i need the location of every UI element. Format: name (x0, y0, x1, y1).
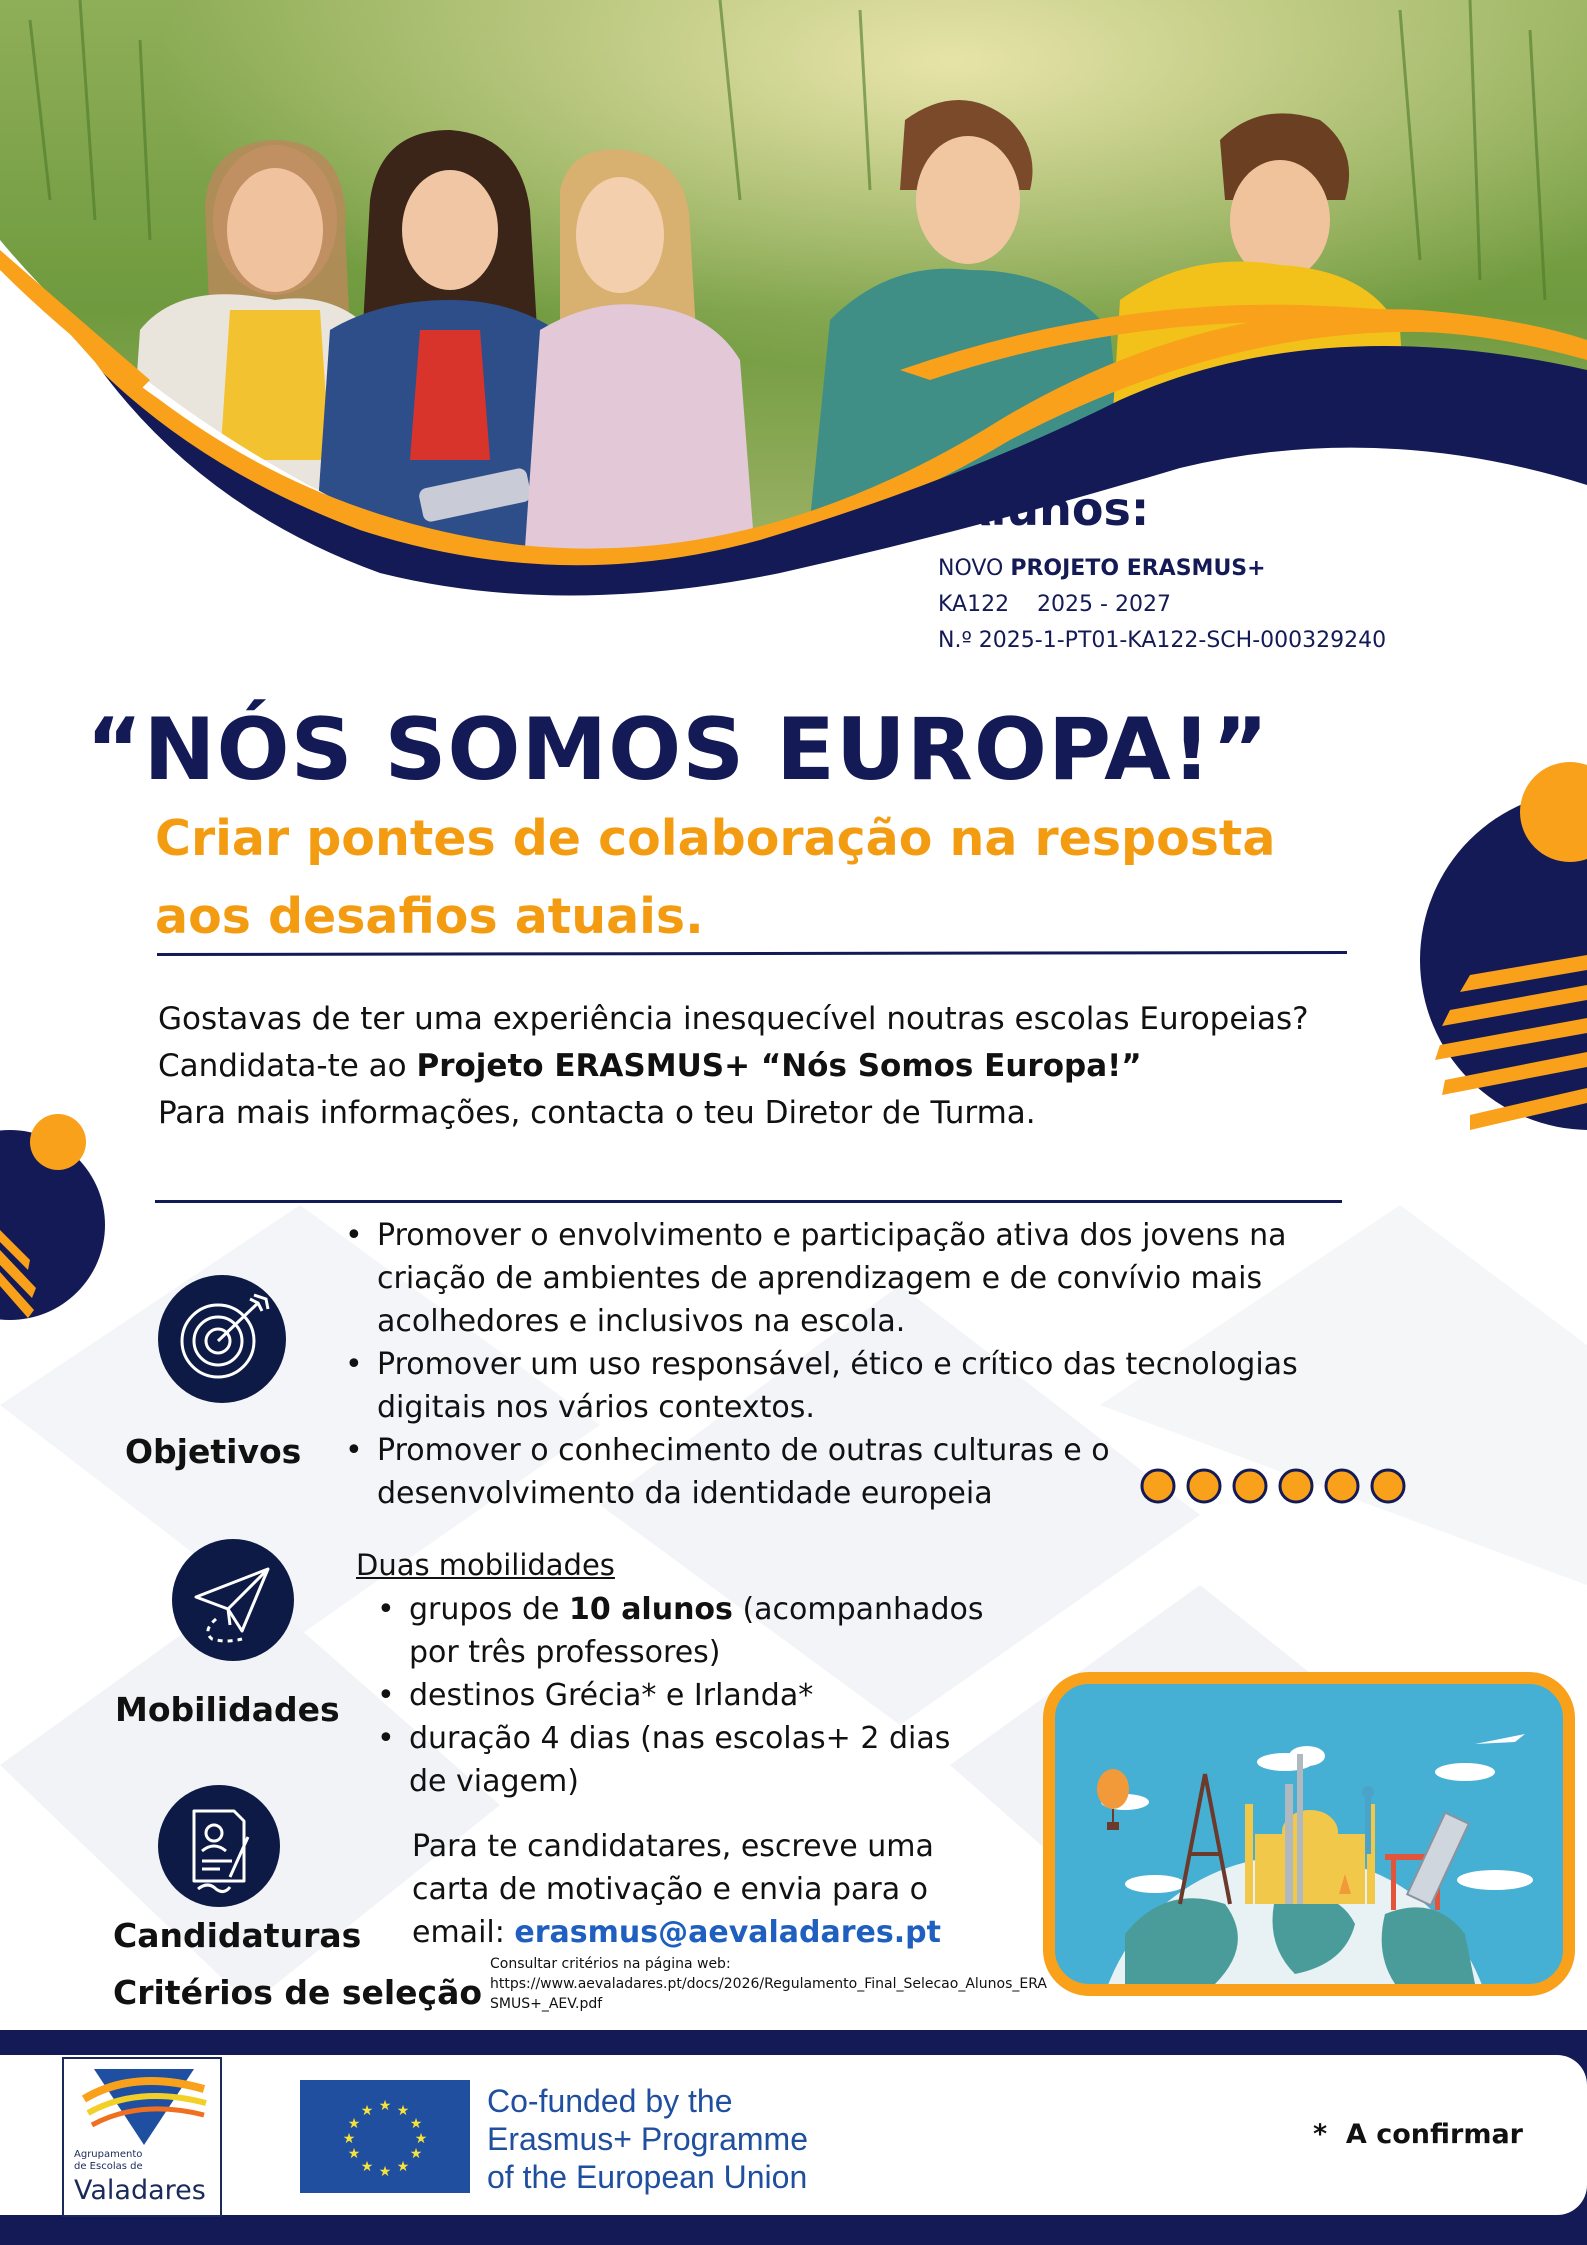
subtitle-line-1: Criar pontes de colaboração na resposta (155, 810, 1276, 867)
mobility-item (377, 1588, 997, 1674)
svg-text:★: ★ (347, 2116, 361, 2132)
school-logo-line-2: de Escolas de (74, 2161, 143, 2172)
project-number: N.º 2025-1-PT01-KA122-SCH-000329240 (938, 628, 1387, 653)
objective-item: • Promover um uso responsável, ético e crítico das tecnologias digitais nos vários contextos. (345, 1343, 1350, 1429)
eu-funding-text (487, 2082, 808, 2196)
travel-illustration-frame (1043, 1672, 1575, 1996)
mobility-item-1-prefix: grupos de (409, 1592, 569, 1627)
svg-text:★: ★ (378, 2164, 392, 2180)
mobilities-icon-circle (172, 1539, 294, 1661)
svg-text:★: ★ (396, 2159, 410, 2175)
audience-heading: Alunos: (955, 482, 1150, 536)
divider-top (157, 951, 1347, 956)
action-line: KA122 2025 - 2027 (938, 592, 1171, 617)
criteria-note-text: Consultar critérios na página web: (490, 1956, 731, 1972)
svg-text:★: ★ (378, 2098, 392, 2114)
eu-flag (300, 2080, 470, 2193)
paper-plane-icon (172, 1539, 294, 1661)
intro-line-2-prefix: Candidata-te ao (158, 1048, 417, 1084)
objective-item: • Promover o conhecimento de outras culturas e o desenvolvimento da identidade europeia (345, 1429, 1197, 1515)
svg-text:★: ★ (360, 2103, 374, 2119)
svg-text:★: ★ (347, 2146, 361, 2162)
email-prefix: email: (412, 1915, 515, 1950)
project-line (938, 556, 1266, 581)
mobilities-heading: Duas mobilidades (356, 1548, 615, 1582)
mobility-item: • duração 4 dias (nas escolas+ 2 dias de viagem) (377, 1717, 997, 1803)
eu-line-3: of the European Union (487, 2159, 808, 2195)
hero-photo (0, 0, 1587, 620)
intro-project-name: Projeto ERASMUS+ “Nós Somos Europa!” (416, 1048, 1142, 1084)
school-logo-name: Valadares (74, 2175, 206, 2206)
objective-item: • Promover o envolvimento e participação ativa dos jovens na criação de ambientes de aprendizagem e de convívio mais acolhedores e inclusivos na escola. (345, 1214, 1350, 1343)
intro-line-3: Para mais informações, contacta o teu Diretor de Turma. (158, 1095, 1036, 1131)
orange-dots-decoration (1138, 1462, 1413, 1510)
applications-email-line (412, 1911, 1012, 1954)
main-title: “NÓS SOMOS EUROPA!” (86, 700, 1270, 800)
mobilities-list (377, 1588, 997, 1803)
intro-block (158, 996, 1316, 1137)
school-logo (62, 2057, 222, 2217)
eu-line-2: Erasmus+ Programme (487, 2121, 808, 2157)
objectives-label: Objetivos (125, 1432, 302, 1471)
svg-text:★: ★ (360, 2159, 374, 2175)
subtitle-line-2: aos desafios atuais. (155, 888, 704, 945)
world-landmarks-illustration (1055, 1684, 1563, 1984)
mobilities-label: Mobilidades (115, 1690, 340, 1729)
confirmation-note: * A confirmar (1313, 2119, 1523, 2150)
applications-icon-circle (158, 1785, 280, 1907)
svg-text:★: ★ (409, 2146, 423, 2162)
intro-line-1: Gostavas de ter uma experiência inesquecível noutras escolas Europeias? (158, 1001, 1309, 1037)
svg-text:★: ★ (342, 2131, 356, 2147)
intro-line-2 (158, 1043, 1316, 1090)
mobility-group-size: 10 alunos (569, 1592, 733, 1627)
document-signature-icon (158, 1785, 280, 1907)
school-logo-icon (64, 2059, 220, 2149)
criteria-note (490, 1954, 1050, 2014)
svg-text:★: ★ (409, 2116, 423, 2132)
applications-instructions: Para te candidatares, escreve uma carta de motivação e envia para o (412, 1829, 934, 1907)
eu-flag-icon (300, 2080, 470, 2193)
svg-text:★: ★ (414, 2131, 428, 2147)
divider-bottom (155, 1200, 1342, 1203)
objectives-icon-circle (158, 1275, 286, 1403)
mobility-item: • destinos Grécia* e Irlanda* (377, 1674, 997, 1717)
applications-label: Candidaturas (113, 1916, 362, 1955)
applications-text (412, 1825, 1012, 1954)
project-prefix: NOVO (938, 556, 1011, 581)
criteria-label: Critérios de seleção (113, 1973, 483, 2012)
mobility-item-1-suffix: (acompanhados por três professores) (409, 1592, 984, 1670)
eu-line-1: Co-funded by the (487, 2083, 733, 2119)
svg-text:★: ★ (396, 2103, 410, 2119)
project-name: PROJETO ERASMUS+ (1010, 556, 1266, 581)
school-logo-line-1: Agrupamento (74, 2149, 143, 2160)
target-icon (158, 1275, 286, 1403)
criteria-url-link[interactable]: https://www.aevaladares.pt/docs/2026/Regulamento_Final_Selecao_Alunos_ERASMUS+_AEV.pdf (490, 1976, 1047, 2012)
email-link[interactable]: erasmus@aevaladares.pt (514, 1915, 941, 1950)
